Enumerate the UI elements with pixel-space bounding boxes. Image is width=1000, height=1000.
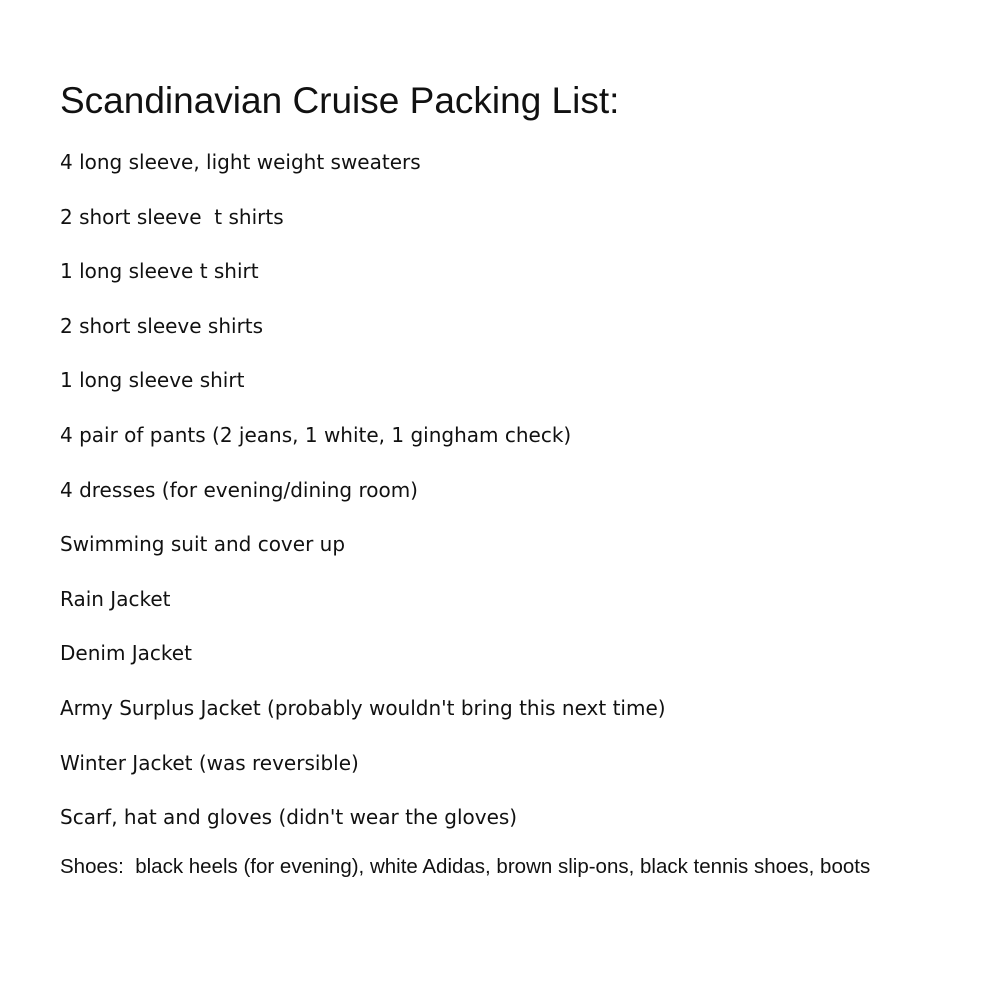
list-item: Army Surplus Jacket (probably wouldn't bring this next time): [60, 695, 666, 720]
list-item: 4 pair of pants (2 jeans, 1 white, 1 gingham check): [60, 422, 572, 447]
packing-list: [60, 148, 666, 858]
shoes-line: Shoes: black heels (for evening), white Adidas, brown slip-ons, black tennis shoes, boots: [60, 855, 871, 878]
list-item: 1 long sleeve t shirt: [60, 259, 259, 284]
list-item: Scarf, hat and gloves (didn't wear the gloves): [60, 805, 518, 830]
list-item: 4 dresses (for evening/dining room): [60, 477, 418, 502]
page-title: Scandinavian Cruise Packing List:: [60, 80, 620, 121]
list-item: Denim Jacket: [60, 641, 192, 666]
list-item: 1 long sleeve shirt: [60, 368, 245, 393]
list-item: 2 short sleeve t shirts: [60, 204, 284, 229]
list-item: 4 long sleeve, light weight sweaters: [60, 150, 421, 174]
list-item: Swimming suit and cover up: [60, 532, 346, 557]
list-item: 2 short sleeve shirts: [60, 313, 264, 338]
list-item: Rain Jacket: [60, 586, 171, 611]
list-item: Winter Jacket (was reversible): [60, 750, 359, 775]
